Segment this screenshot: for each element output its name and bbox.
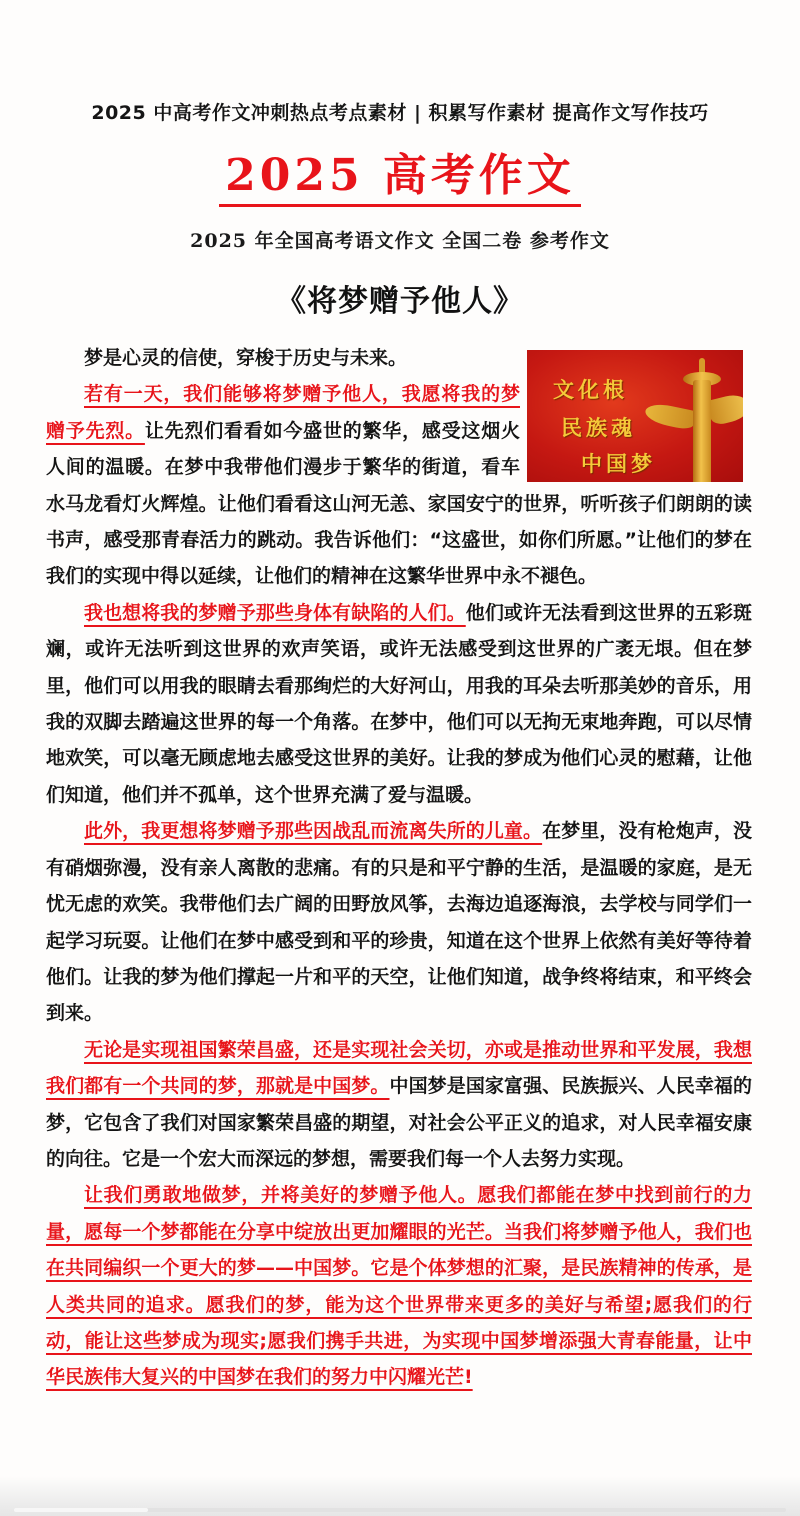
paragraph-text: 在梦里，没有枪炮声，没有硝烟弥漫，没有亲人离散的悲痛。有的只是和平宁静的生活，是温暖的家庭，是无忧无虑的欢笑。我带他们去广阔的田野放风筝，去海边追逐海浪，去学校与同学们一起学习玩耍。让他们在梦中感受到和平的珍贵，知道在这个世界上依然有美好等待着他们。让我的梦为他们撑起一片和平的天空，让他们知道，战争终将结束，和平终会到来。 <box>46 820 752 1025</box>
essay-title: 《将梦赠予他人》 <box>276 284 524 319</box>
main-title: 2025 高考作文 <box>219 150 581 207</box>
media-progress-fill <box>14 1508 148 1512</box>
top-banner: 2025 中高考作文冲刺热点考点素材 | 积累写作素材 提高作文写作技巧 <box>91 102 709 124</box>
paragraph-text: 让先烈们看看如今盛世的繁华，感受这烟火人间的温暖。在梦中我带他们漫步于繁华的街道，看车水马龙看灯火辉煌。让他们看看这山河无恙、家国安宁的世界，听听孩子们朗朗的读书声，感受那青春活力的跳动。我告诉他们：“这盛世，如你们所愿。”让他们的梦在我们的实现中得以延续，让他们的精神在这繁华世界中永不褪色。 <box>46 419 752 588</box>
image-float-spacer <box>520 340 752 480</box>
image-caption-line: 文化根 <box>553 377 628 402</box>
highlighted-sentence: 我也想将我的梦赠予那些身体有缺陷的人们。 <box>84 601 466 624</box>
image-caption-line: 中国梦 <box>581 451 656 476</box>
paragraph-text: 他们或许无法看到这世界的五彩斑斓，或许无法听到这世界的欢声笑语，或许无法感受到这世界的广袤无垠。但在梦里，他们可以用我的眼睛去看那绚烂的大好河山，用我的耳朵去听那美妙的音乐，用我的双脚去踏遍这世界的每一个角落。在梦中，他们可以无拘无束地奔跑，可以尽情地欢笑，可以毫无顾虑地去感受这世界的美好。让我的梦成为他们心灵的慰藉，让他们知道，他们并不孤单，这个世界充满了爱与温暖。 <box>46 601 752 806</box>
paragraph-text: 梦是心灵的信使，穿梭于历史与未来。 <box>84 347 408 369</box>
paragraph-text: 中国梦是国家富强、民族振兴、人民幸福的梦，它包含了我们对国家繁荣昌盛的期望，对社会公平正义的追求，对人民幸福安康的向往。它是一个宏大而深远的梦想，需要我们每一个人去努力实现。 <box>46 1075 752 1170</box>
essay-paragraph <box>46 595 752 813</box>
essay-body <box>46 340 752 1396</box>
image-caption-line: 民族魂 <box>561 415 636 440</box>
main-title-container <box>0 150 800 207</box>
highlighted-sentence: 若有一天，我们能够将梦赠予他人，我愿将我的梦赠予先烈。 <box>46 383 520 442</box>
essay-paragraph <box>46 1177 752 1395</box>
essay-paragraph <box>46 813 752 1031</box>
subtitle: 2025 年全国高考语文作文 全国二卷 参考作文 <box>190 230 610 252</box>
essay-paragraph <box>46 1032 752 1178</box>
highlighted-sentence: 让我们勇敢地做梦，并将美好的梦赠予他人。愿我们都能在梦中找到前行的力量，愿每一个梦都能在分享中绽放出更加耀眼的光芒。当我们将梦赠予他人，我们也在共同编织一个更大的梦——中国梦。它是个体梦想的汇聚，是民族精神的传承，是人类共同的追求。愿我们的梦，能为这个世界带来更多的美好与希望;愿我们的行动，能让这些梦成为现实;愿我们携手共进，为实现中国梦增添强大青春能量，让中华民族伟大复兴的中国梦在我们的努力中闪耀光芒! <box>46 1184 752 1389</box>
highlighted-sentence: 无论是实现祖国繁荣昌盛，还是实现社会关切，亦或是推动世界和平发展，我想我们都有一个共同的梦，那就是中国梦。 <box>46 1038 752 1098</box>
highlighted-sentence: 此外，我更想将梦赠予那些因战乱而流离失所的儿童。 <box>84 820 543 843</box>
